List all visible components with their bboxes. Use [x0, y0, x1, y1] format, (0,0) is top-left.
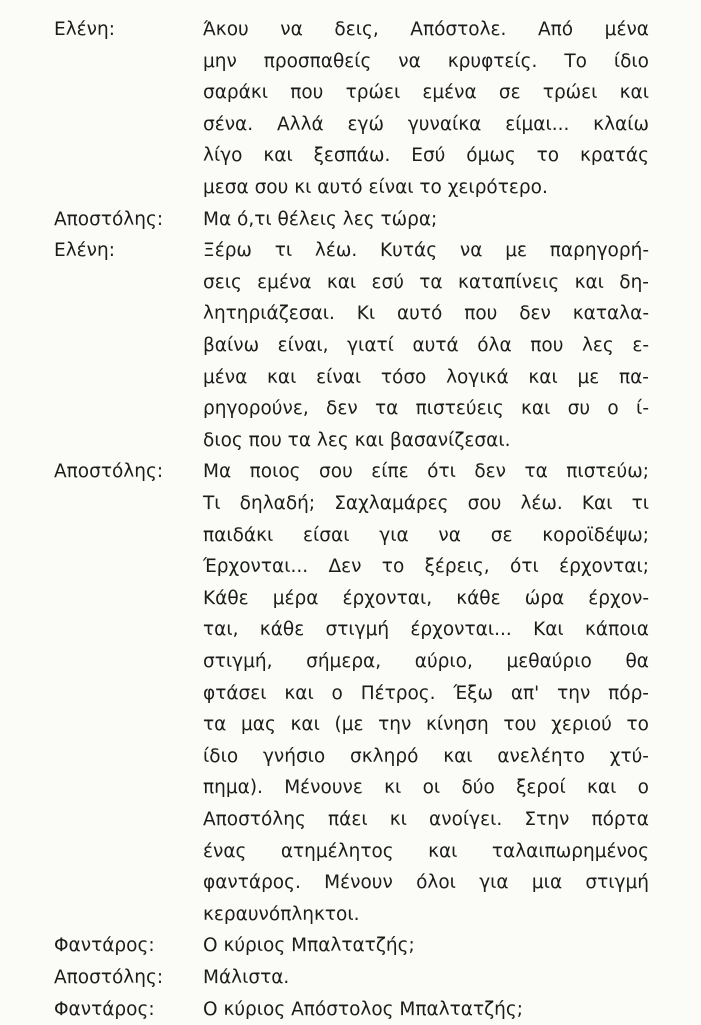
speech-line: μένα και είναι τόσο λογικά και με πα- [203, 366, 649, 388]
speech-line: βαίνω είναι, γιατί αυτά όλα που λες ε- [203, 334, 649, 356]
speaker-name: Αποστόλης: [54, 461, 164, 483]
speech-line: Αποστόλης πάει κι ανοίγει. Στην πόρτα [203, 808, 649, 830]
speaker-name: Ελένη: [54, 19, 115, 40]
speech-line: Τι δηλαδή; Σαχλαμάρες σου λέω. Και τι [203, 492, 649, 514]
speaker-name: Ελένη: [54, 240, 115, 262]
speech-line: λίγο και ξεσπάω. Εσύ όμως το κρατάς [203, 145, 649, 167]
speaker-name: Φαντάρος: [54, 998, 155, 1020]
speech-line: στιγμή, σήμερα, αύριο, μεθαύριο θα [203, 650, 649, 672]
speech-line: Μα ποιος σου είπε ότι δεν τα πιστεύω; [203, 461, 649, 483]
speech-line: Ο κύριος Απόστολος Μπαλτατζής; [203, 998, 524, 1020]
speech-line: πημα). Μένουνε κι οι δύο ξεροί και ο [203, 777, 649, 799]
speech-line: κεραυνόπληκτοι. [203, 903, 360, 925]
speech-line: διος που τα λες και βασανίζεσαι. [203, 429, 511, 451]
speech-line: Άκου να δεις, Απόστολε. Από μένα [203, 19, 649, 40]
speaker-name: Αποστόλης: [54, 208, 164, 230]
speaker-name: Φαντάρος: [54, 935, 155, 957]
speech-line: φτάσει και ο Πέτρος. Έξω απ' την πόρ- [203, 682, 649, 704]
speech-line: Έρχονται... Δεν το ξέρεις, ότι έρχονται; [203, 556, 649, 578]
speech-line: ται, κάθε στιγμή έρχονται... Και κάποια [203, 619, 649, 641]
speech-line: παιδάκι είσαι για να σε κοροϊδέψω; [203, 524, 649, 546]
speech-line: Μα ό,τι θέλεις λες τώρα; [203, 208, 438, 230]
speech-line: μεσα σου κι αυτό είναι το χειρότερο. [203, 177, 548, 198]
speech-line: σεις εμένα και εσύ τα καταπίνεις και δη- [203, 271, 649, 293]
speech-line: Ο κύριος Μπαλτατζής; [203, 935, 415, 957]
speech-line: ένας ατημέλητος και ταλαιπωρημένος [203, 840, 649, 862]
speech-line: μην προσπαθείς να κρυφτείς. Το ίδιο [203, 50, 649, 72]
speech-line: σένα. Αλλά εγώ γυναίκα είμαι... κλαίω [203, 113, 649, 135]
speech-line: τα μας και (με την κίνηση του χεριού το [203, 714, 649, 736]
speaker-name: Αποστόλης: [54, 967, 164, 988]
speech-line: φαντάρος. Μένουν όλοι για μια στιγμή [203, 872, 649, 894]
speech-line: σαράκι που τρώει εμένα σε τρώει και [203, 82, 649, 104]
speech-line: λητηριάζεσαι. Κι αυτό που δεν καταλα- [203, 303, 649, 325]
speech-line: Μάλιστα. [203, 967, 290, 988]
speech-line: Κάθε μέρα έρχονται, κάθε ώρα έρχον- [203, 587, 649, 609]
speech-line: Ξέρω τι λέω. Κυτάς να με παρηγορή- [203, 240, 649, 262]
speech-line: ίδιο γνήσιο σκληρό και ανελέητο χτύ- [203, 745, 649, 767]
speech-line: ρηγορούνε, δεν τα πιστεύεις και συ ο ί- [203, 398, 649, 420]
